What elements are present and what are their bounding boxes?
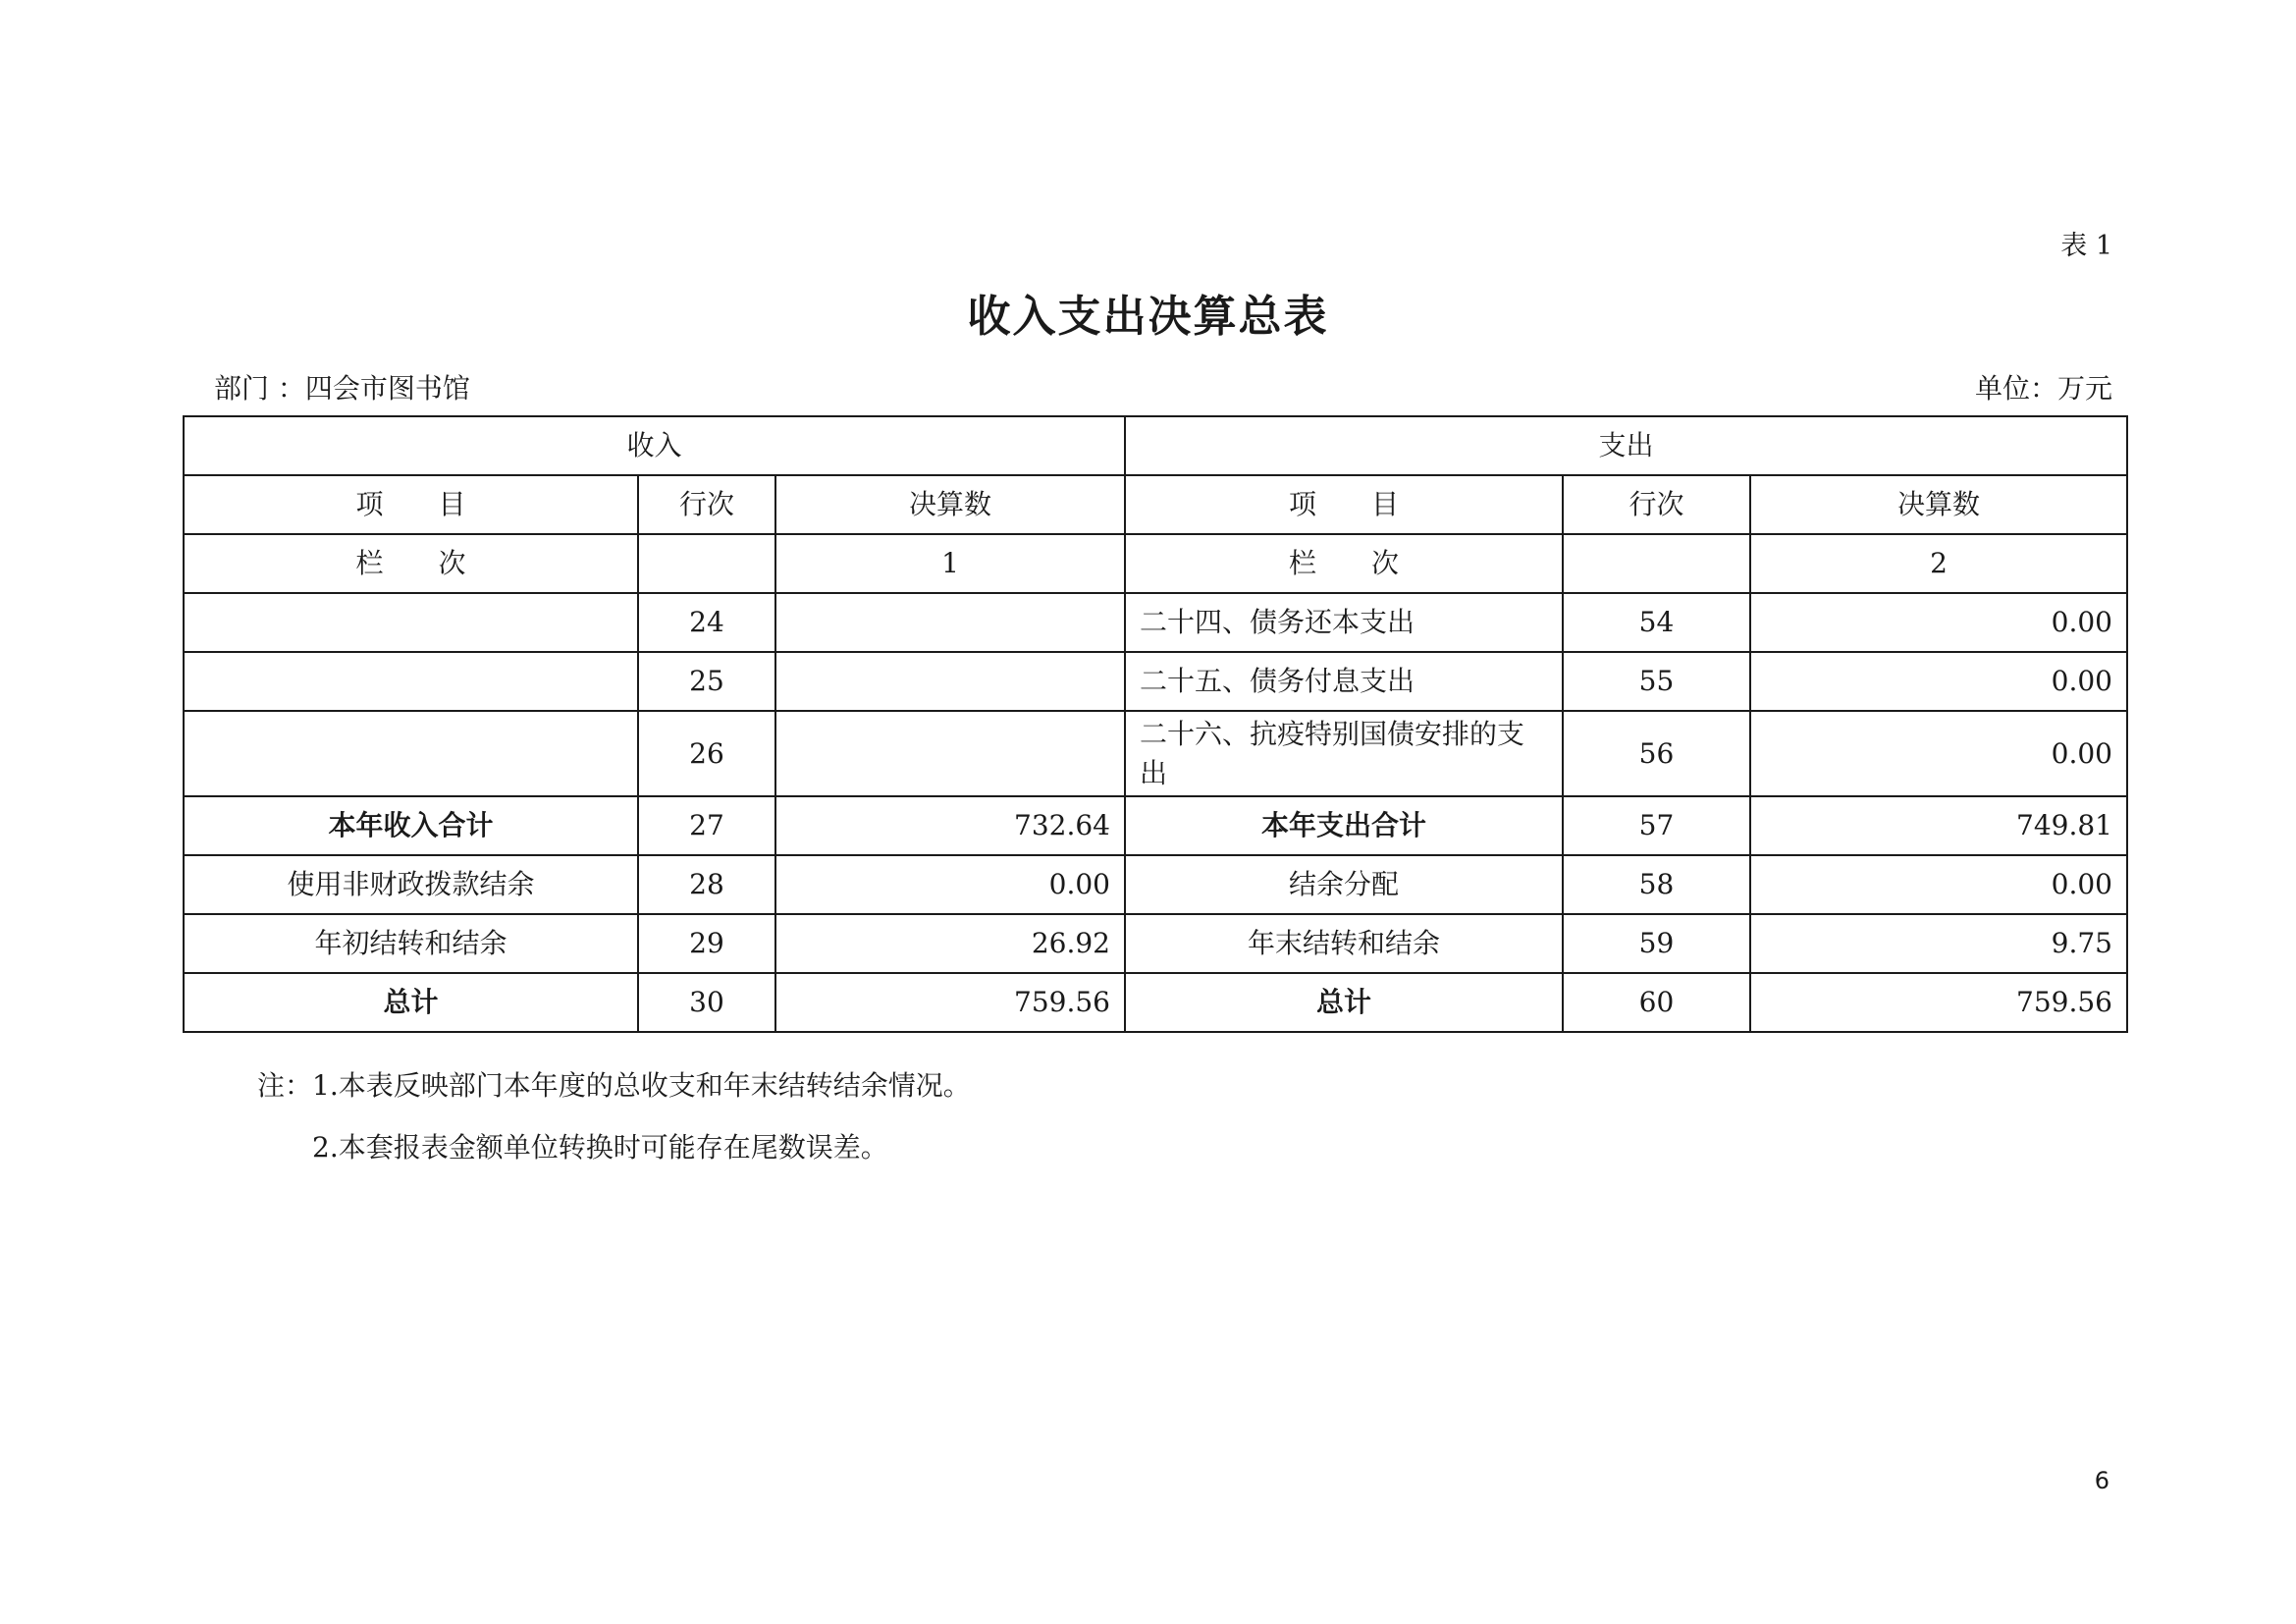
expense-amount: 0.00 [1750, 652, 2127, 711]
income-line: 24 [638, 593, 775, 652]
income-col-number: 1 [775, 534, 1125, 593]
expense-line-header: 行次 [1563, 475, 1750, 534]
expense-item-header: 项 目 [1125, 475, 1563, 534]
income-amount: 732.64 [775, 796, 1125, 855]
income-line-header: 行次 [638, 475, 775, 534]
income-line: 29 [638, 914, 775, 973]
expense-item: 总计 [1125, 973, 1563, 1032]
income-line-blank [638, 534, 775, 593]
footnote-2: 2.本套报表金额单位转换时可能存在尾数误差。 [312, 1131, 888, 1164]
income-amount-header: 决算数 [775, 475, 1125, 534]
income-item-header: 项 目 [184, 475, 638, 534]
expense-line: 56 [1563, 711, 1750, 796]
expense-line: 55 [1563, 652, 1750, 711]
expense-amount: 0.00 [1750, 593, 2127, 652]
income-label-cell: 栏 次 [184, 534, 638, 593]
income-line: 26 [638, 711, 775, 796]
expense-amount: 749.81 [1750, 796, 2127, 855]
table-row [184, 652, 2127, 711]
section-header-row [184, 416, 2127, 475]
expense-amount: 9.75 [1750, 914, 2127, 973]
income-amount [775, 593, 1125, 652]
income-item: 使用非财政拨款结余 [184, 855, 638, 914]
expense-line: 60 [1563, 973, 1750, 1032]
expense-item: 二十六、抗疫特别国债安排的支出 [1125, 711, 1563, 796]
income-amount: 26.92 [775, 914, 1125, 973]
expense-amount-header: 决算数 [1750, 475, 2127, 534]
table-row [184, 855, 2127, 914]
income-amount [775, 652, 1125, 711]
income-item: 总计 [184, 973, 638, 1032]
expense-line: 59 [1563, 914, 1750, 973]
expense-item: 二十五、债务付息支出 [1125, 652, 1563, 711]
expense-line-blank [1563, 534, 1750, 593]
income-amount: 0.00 [775, 855, 1125, 914]
expense-item: 本年支出合计 [1125, 796, 1563, 855]
expense-item: 二十四、债务还本支出 [1125, 593, 1563, 652]
expense-item: 年末结转和结余 [1125, 914, 1563, 973]
column-header-row [184, 475, 2127, 534]
footnote-1: 注：1.本表反映部门本年度的总收支和年末结转结余情况。 [257, 1069, 971, 1102]
table-number: 表 1 [2060, 231, 2112, 261]
table-row [184, 593, 2127, 652]
income-item: 本年收入合计 [184, 796, 638, 855]
table-row-total [184, 973, 2127, 1032]
income-amount [775, 711, 1125, 796]
expense-amount: 759.56 [1750, 973, 2127, 1032]
summary-table [183, 415, 2128, 1033]
table-row [184, 711, 2127, 796]
expense-amount: 0.00 [1750, 711, 2127, 796]
expense-amount: 0.00 [1750, 855, 2127, 914]
expense-line: 57 [1563, 796, 1750, 855]
income-line: 28 [638, 855, 775, 914]
expense-item: 结余分配 [1125, 855, 1563, 914]
income-header: 收入 [184, 416, 1125, 475]
column-number-row [184, 534, 2127, 593]
income-item [184, 593, 638, 652]
table-row-subtotal [184, 796, 2127, 855]
expense-line: 54 [1563, 593, 1750, 652]
income-line: 30 [638, 973, 775, 1032]
expense-line: 58 [1563, 855, 1750, 914]
unit-label: 单位：万元 [1974, 372, 2112, 405]
income-item [184, 652, 638, 711]
department-label: 部门 ：四会市图书馆 [214, 372, 470, 405]
table-row [184, 914, 2127, 973]
expense-header: 支出 [1125, 416, 2127, 475]
expense-label-cell: 栏 次 [1125, 534, 1563, 593]
page-number: 6 [2094, 1467, 2109, 1494]
income-line: 27 [638, 796, 775, 855]
income-item [184, 711, 638, 796]
income-amount: 759.56 [775, 973, 1125, 1032]
income-line: 25 [638, 652, 775, 711]
expense-col-number: 2 [1750, 534, 2127, 593]
page-title: 收入支出决算总表 [967, 292, 1329, 342]
income-item: 年初结转和结余 [184, 914, 638, 973]
